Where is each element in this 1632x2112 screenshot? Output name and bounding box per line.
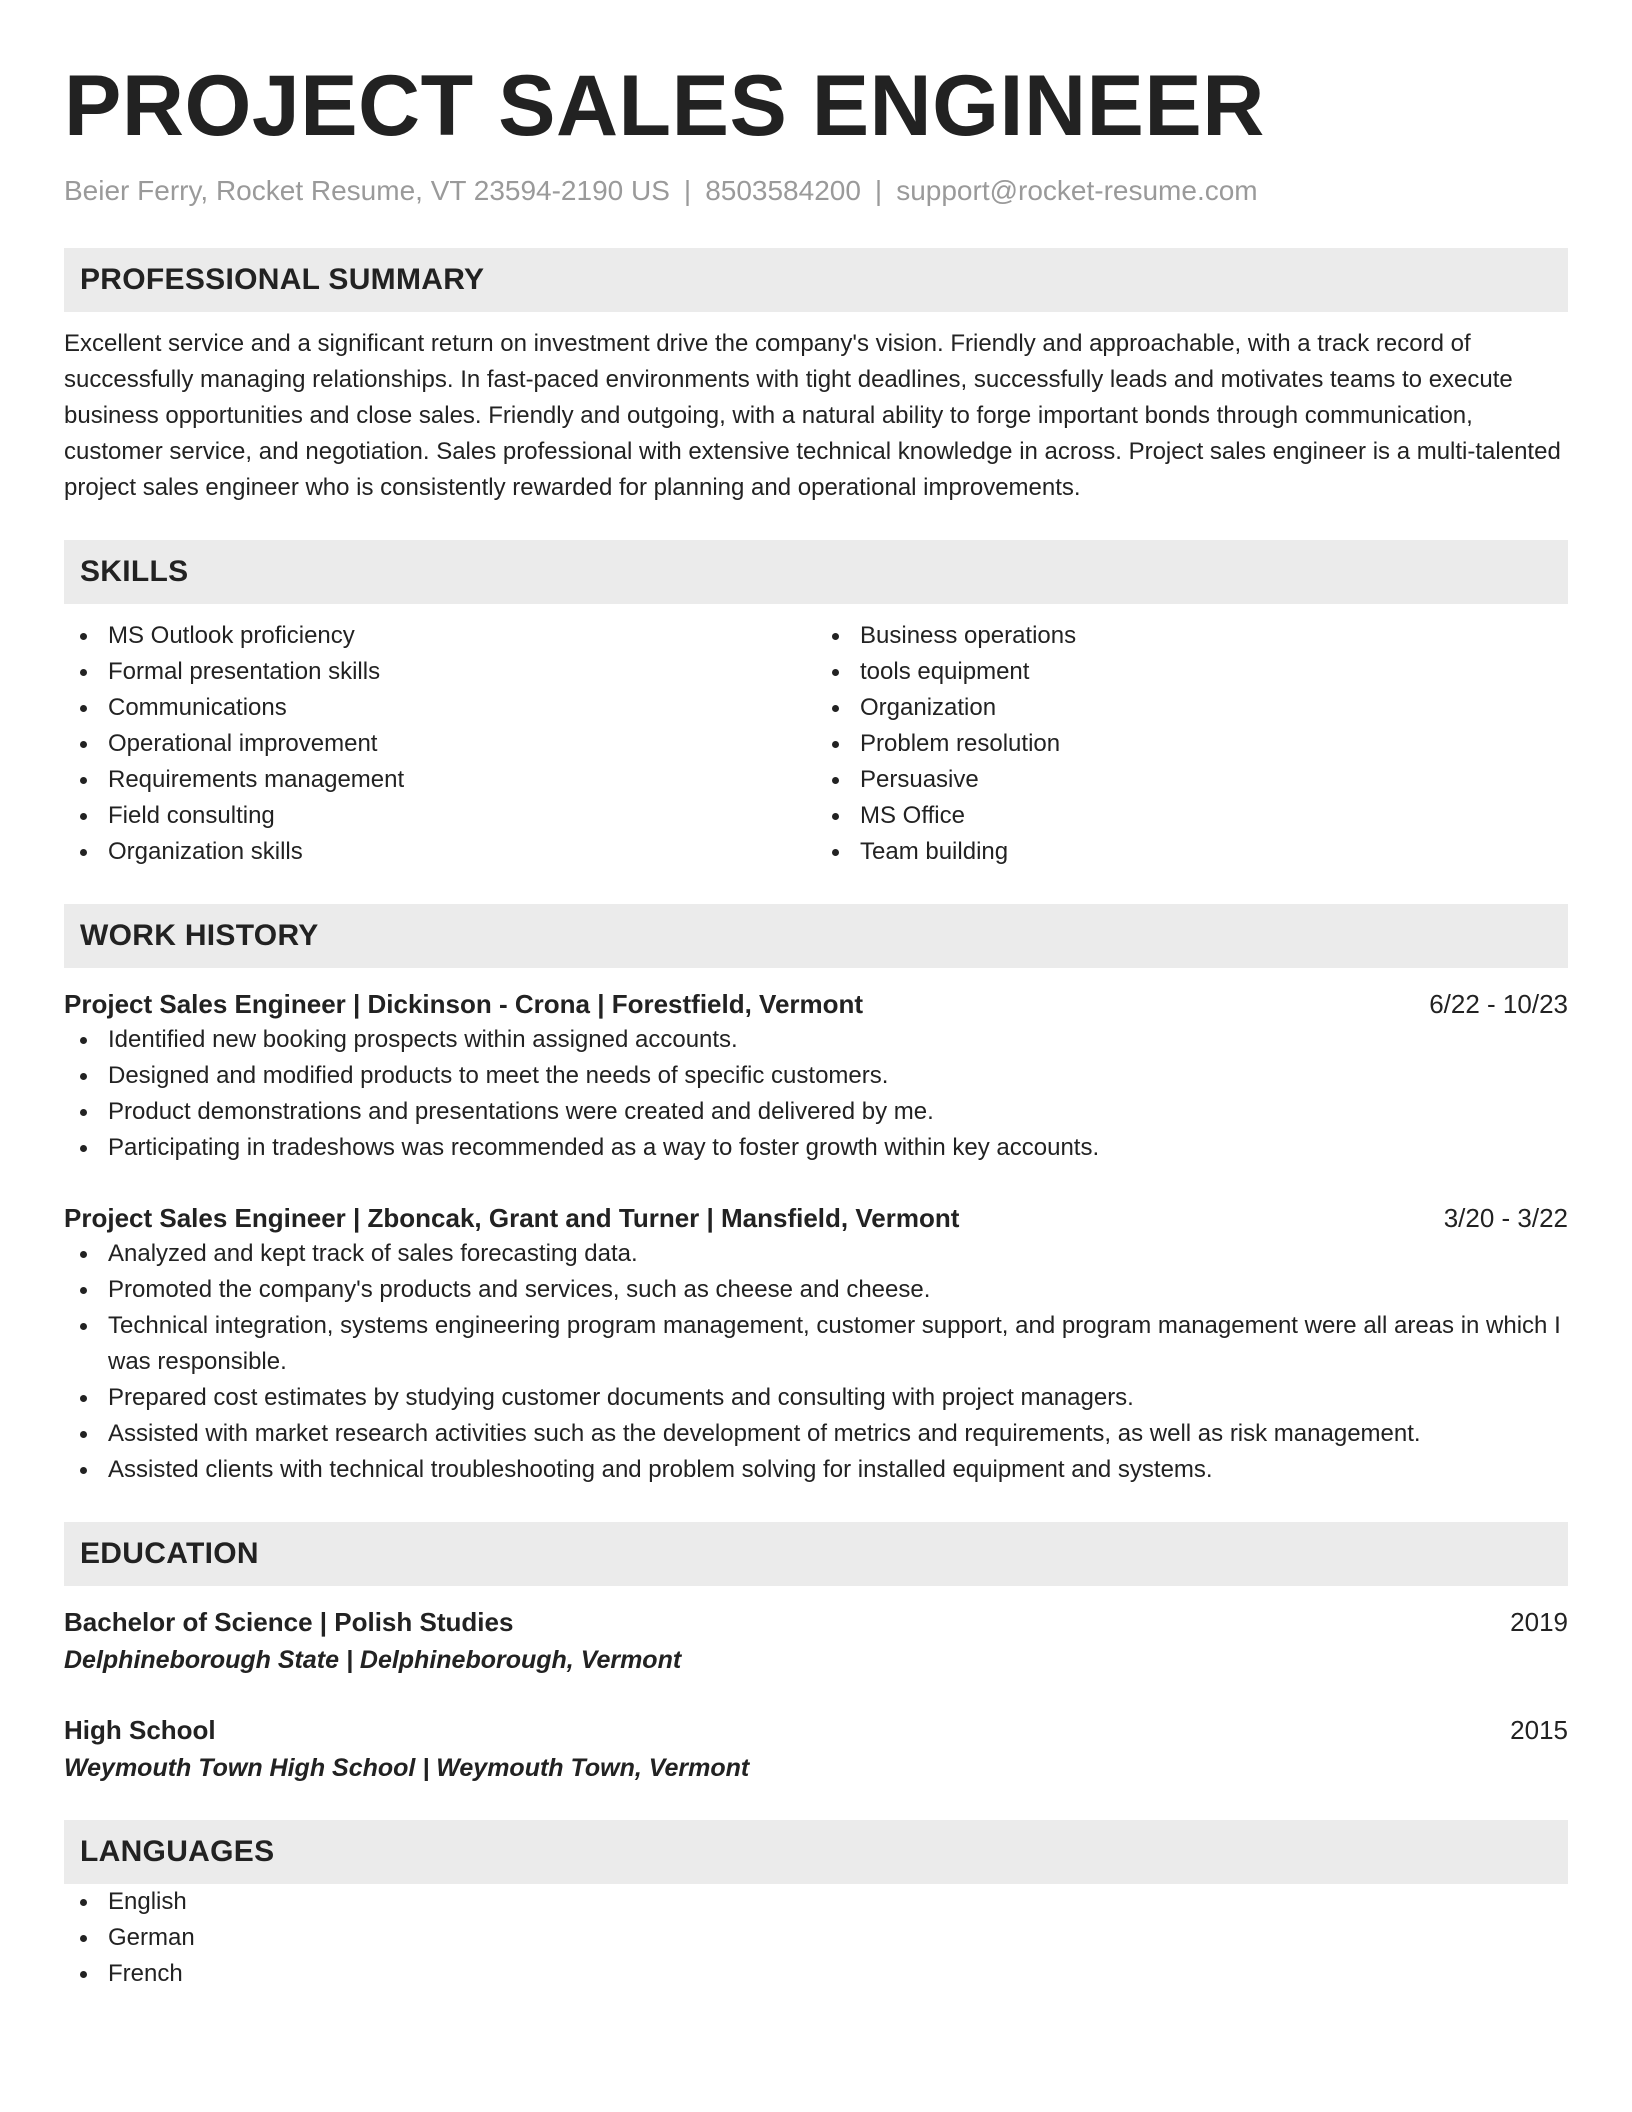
candidate-name: PROJECT SALES ENGINEER <box>64 58 1265 154</box>
job-dates: 3/20 - 3/22 <box>1443 1203 1568 1233</box>
skills-list-right <box>816 618 1568 870</box>
work-heading: WORK HISTORY <box>64 904 1568 968</box>
skill-item: MS Office <box>816 798 1568 834</box>
job-dates: 6/22 - 10/23 <box>1429 989 1568 1019</box>
skills-heading: SKILLS <box>64 540 1568 604</box>
contact-email: support@rocket-resume.com <box>896 175 1258 206</box>
summary-text: Excellent service and a significant return on investment drive the company's vision. Friendly and approachable, with a track record of successfully managing relationships. In fast-paced environments with tight deadlines, successfully leads and motivates teams to execute business opportunities and close sales. Friendly and outgoing, with a natural ability to forge important bonds through communication, customer service, and negotiation. Sales professional with extensive technical knowledge in across. Project sales engineer is a multi-talented project sales engineer who is consistently rewarded for planning and operational improvements. <box>64 330 1561 501</box>
education-header <box>64 1604 1568 1640</box>
languages-heading: LANGUAGES <box>64 1820 1568 1884</box>
job-bullet: Designed and modified products to meet the needs of specific customers. <box>64 1058 1568 1094</box>
skill-item: Field consulting <box>64 798 816 834</box>
summary-heading: PROFESSIONAL SUMMARY <box>64 248 1568 312</box>
language-item: French <box>64 1956 1568 1992</box>
skill-item: Organization skills <box>64 834 816 870</box>
job-bullets <box>64 1022 1568 1166</box>
job-title: Project Sales Engineer | Dickinson - Crona | Forestfield, Vermont <box>64 989 864 1019</box>
skill-item: Business operations <box>816 618 1568 654</box>
education-year: 2019 <box>1510 1607 1568 1637</box>
skill-item: Team building <box>816 834 1568 870</box>
education-year: 2015 <box>1510 1715 1568 1745</box>
job-bullet: Assisted with market research activities such as the development of metrics and requirements, as well as risk management. <box>64 1416 1568 1452</box>
job-bullet: Promoted the company's products and services, such as cheese and cheese. <box>64 1272 1568 1308</box>
contact-phone: 8503584200 <box>705 175 861 206</box>
skill-item: Problem resolution <box>816 726 1568 762</box>
contact-address: Beier Ferry, Rocket Resume, VT 23594-2190 US <box>64 175 670 206</box>
job-bullet: Product demonstrations and presentations were created and delivered by me. <box>64 1094 1568 1130</box>
skills-columns <box>64 618 1568 870</box>
skill-item: tools equipment <box>816 654 1568 690</box>
education-degree: High School <box>64 1715 216 1745</box>
skill-item: Formal presentation skills <box>64 654 816 690</box>
job-title: Project Sales Engineer | Zboncak, Grant and Turner | Mansfield, Vermont <box>64 1203 960 1233</box>
education-school: Delphineborough State | Delphineborough, Vermont <box>64 1646 682 1674</box>
skill-item: Operational improvement <box>64 726 816 762</box>
language-item: German <box>64 1920 1568 1956</box>
skill-item: MS Outlook proficiency <box>64 618 816 654</box>
skill-item: Requirements management <box>64 762 816 798</box>
job-bullet: Analyzed and kept track of sales forecasting data. <box>64 1236 1568 1272</box>
job-bullet: Prepared cost estimates by studying customer documents and consulting with project managers. <box>64 1380 1568 1416</box>
skills-list-left <box>64 618 816 870</box>
education-heading: EDUCATION <box>64 1522 1568 1586</box>
job-header <box>64 986 1568 1022</box>
job-bullet: Participating in tradeshows was recommended as a way to foster growth within key accounts. <box>64 1130 1568 1166</box>
contact-separator: | <box>683 175 692 206</box>
education-school: Weymouth Town High School | Weymouth Town, Vermont <box>64 1754 750 1782</box>
skill-item: Persuasive <box>816 762 1568 798</box>
job-bullet: Identified new booking prospects within assigned accounts. <box>64 1022 1568 1058</box>
contact-separator: | <box>874 175 883 206</box>
job-header <box>64 1200 1568 1236</box>
skill-item: Communications <box>64 690 816 726</box>
contact-line <box>64 174 1568 208</box>
job-bullets <box>64 1236 1568 1488</box>
education-degree: Bachelor of Science | Polish Studies <box>64 1607 514 1637</box>
education-header <box>64 1712 1568 1748</box>
skill-item: Organization <box>816 690 1568 726</box>
language-item: English <box>64 1884 1568 1920</box>
job-bullet: Assisted clients with technical troubleshooting and problem solving for installed equipment and systems. <box>64 1452 1568 1488</box>
languages-list <box>64 1884 1568 1992</box>
job-bullet: Technical integration, systems engineering program management, customer support, and program management were all areas in which I was responsible. <box>64 1308 1568 1380</box>
